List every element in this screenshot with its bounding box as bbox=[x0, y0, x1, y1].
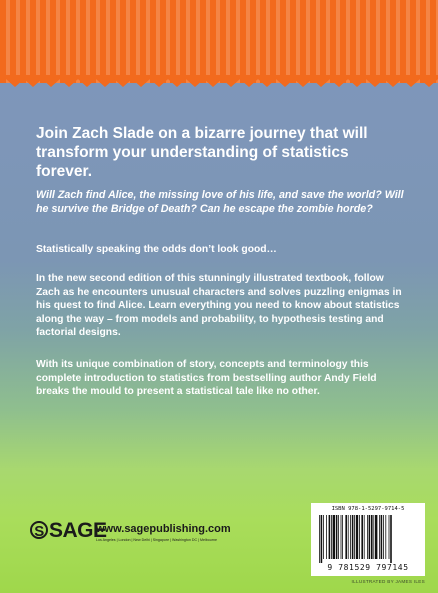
sage-ring-icon: S bbox=[30, 521, 48, 539]
barcode-bar bbox=[319, 515, 320, 563]
publisher-logo bbox=[30, 519, 270, 549]
description-paragraph-1: In the new second edition of this stunningly illustrated textbook, follow Zach as he encounters unusual characters and solves puzzling enigmas in his quest to find Alice. Learn everything you need to know about statistics along the way – from models and probability, to hypothesis testing and factorial designs. bbox=[36, 273, 402, 338]
barcode-bar bbox=[373, 515, 374, 559]
barcode-bar bbox=[352, 515, 354, 559]
isbn-label: ISBN 978-1-5297-9714-5 bbox=[331, 506, 405, 512]
barcode-bar bbox=[375, 515, 377, 559]
barcode-bar bbox=[390, 515, 392, 563]
barcode-bar bbox=[331, 515, 332, 559]
barcode-bar bbox=[333, 515, 335, 559]
sage-logo: S SAGE bbox=[30, 519, 107, 543]
barcode-bar bbox=[367, 515, 368, 559]
barcode-bar bbox=[350, 515, 351, 559]
description-paragraph-2: With its unique combination of story, concepts and terminology this complete introduction to statistics from bestselling author Andy Field breaks the mould to present a statistical tale like no other. bbox=[36, 359, 377, 397]
barcode-bar bbox=[356, 515, 358, 559]
barcode-bar bbox=[345, 515, 347, 559]
headline: Join Zach Slade on a bizarre journey that will transform your understanding of statistics forever. bbox=[36, 125, 368, 180]
barcode-bar bbox=[354, 515, 355, 559]
publisher-cities: Los Angeles | London | New Delhi | Singapore | Washington DC | Melbourne bbox=[96, 538, 218, 542]
barcode-bar bbox=[383, 515, 384, 559]
barcode-bar bbox=[385, 515, 386, 559]
barcode-bar bbox=[371, 515, 373, 559]
publisher-url: www.sagepublishing.com bbox=[96, 523, 231, 535]
barcode-bar bbox=[326, 515, 327, 559]
barcode-bar bbox=[341, 515, 342, 559]
isbn-digits: 9 781529 797145 bbox=[327, 563, 409, 572]
barcode-bar bbox=[342, 515, 343, 559]
barcode-bar bbox=[389, 515, 390, 559]
barcode-bar bbox=[348, 515, 349, 559]
zigzag-edge bbox=[0, 75, 438, 91]
barcode-bar bbox=[329, 515, 331, 559]
illustrator-credit: ILLUSTRATED BY JAMES ILES bbox=[351, 579, 425, 584]
barcode-bar bbox=[323, 515, 324, 559]
barcode-bar bbox=[361, 515, 363, 559]
barcode-bars bbox=[319, 515, 421, 563]
odds-line: Statistically speaking the odds don’t look good… bbox=[36, 244, 277, 255]
top-decorative-band bbox=[0, 0, 438, 83]
italic-intro: Will Zach find Alice, the missing love of his life, and save the world? Will he survive the Bridge of Death? Can he escape the zombie horde? bbox=[36, 189, 404, 215]
barcode-bar bbox=[379, 515, 380, 559]
barcode-bar bbox=[321, 515, 323, 563]
barcode-bar bbox=[338, 515, 339, 559]
barcode-bar bbox=[369, 515, 371, 559]
barcode-bar bbox=[359, 515, 360, 559]
barcode-bar bbox=[364, 515, 365, 559]
barcode-bar bbox=[381, 515, 383, 559]
isbn-barcode bbox=[311, 503, 425, 576]
barcode-bar bbox=[336, 515, 338, 559]
